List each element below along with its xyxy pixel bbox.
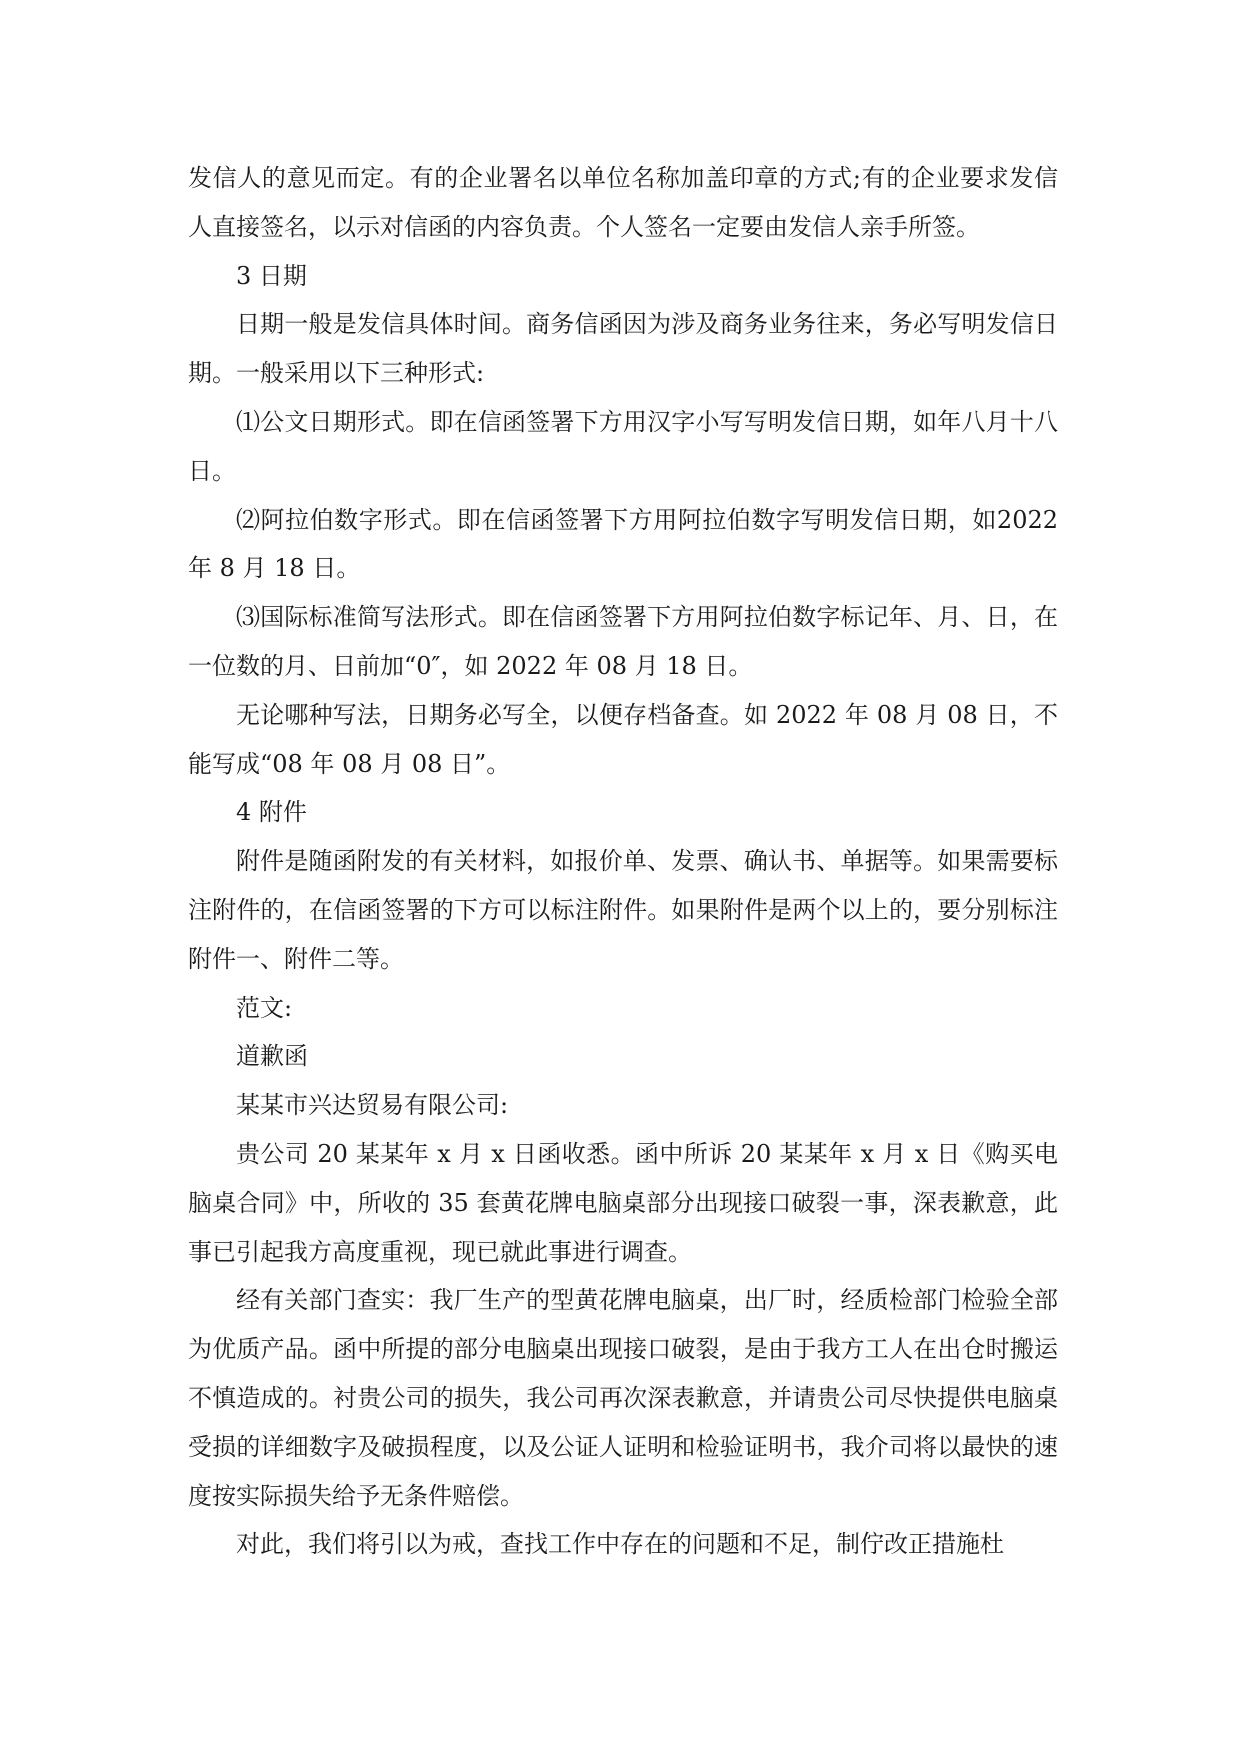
letter-paragraph-2: 经有关部门查实：我厂生产的型黄花牌电脑桌，出厂时，经质检部门检验全部为优质产品。函中所提的部分电脑桌出现接口破裂，是由于我方工人在出仓时搬运不慎造成的。衬贵公司的损失，我公司再次深表歉意，并请贵公司尽快提供电脑桌受损的详细数字及破损程度，以及公证人证明和检验证明书，我介司将以最快的速度按实际损失给予无条件赔偿。: [188, 1286, 1058, 1510]
document-body: [188, 154, 1058, 1569]
sample-label: 范文:: [236, 993, 293, 1022]
letter-title: 道歉函: [236, 1042, 308, 1071]
paragraph-date-format-3: ⑶国际标准简写法形式。即在信函签署下方用阿拉伯数字标记年、月、日，在一位数的月、日前加“0″，如 2022 年 08 月 18 日。: [188, 603, 1058, 680]
paragraph-signature-continued: 发信人的意见而定。有的企业署名以单位名称加盖印章的方式;有的企业要求发信人直接签名，以示对信函的内容负责。个人签名一定要由发信人亲手所签。: [188, 164, 1058, 241]
paragraph-date-note: 无论哪种写法，日期务必写全，以便存档备查。如 2022 年 08 月 08 日，不能写成“08 年 08 月 08 日”。: [188, 700, 1058, 778]
section-heading-date: 3 日期: [236, 261, 307, 290]
paragraph-date-intro: 日期一般是发信具体时间。商务信函因为涉及商务业务往来，务必写明发信日期。一般采用以下三种形式:: [188, 310, 1058, 388]
letter-paragraph-1: 贵公司 20 某某年 x 月 x 日函收悉。函中所诉 20 某某年 x 月 x 日《购买电脑桌合同》中，所收的 35 套黄花牌电脑桌部分出现接口破裂一事，深表歉意，此事已引起我方高度重视，现已就此事进行调查。: [188, 1139, 1058, 1266]
paragraph-date-format-1: ⑴公文日期形式。即在信函签署下方用汉字小写写明发信日期，如年八月十八日。: [188, 407, 1058, 485]
letter-paragraph-3: 对此，我们将引以为戒，查找工作中存在的问题和不足，制佇改正措施杜: [236, 1530, 1004, 1559]
section-heading-attachment: 4 附件: [236, 798, 307, 827]
paragraph-attachment: 附件是随函附发的有关材料，如报价单、发票、确认书、单据等。如果需要标注附件的，在信函签署的下方可以标注附件。如果附件是两个以上的，要分别标注附件一、附件二等。: [188, 847, 1058, 973]
letter-recipient: 某某市兴达贸易有限公司:: [236, 1091, 509, 1120]
paragraph-date-format-2: ⑵阿拉伯数字形式。即在信函签署下方用阿拉伯数字写明发信日期，如2022 年 8 月 18 日。: [188, 505, 1058, 583]
